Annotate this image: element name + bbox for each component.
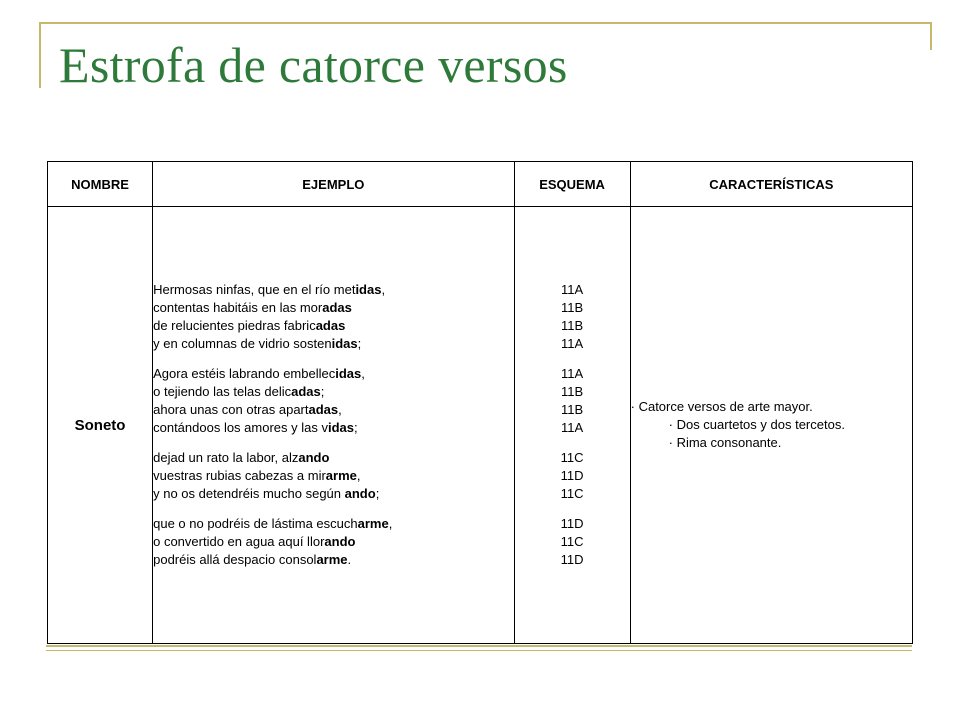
verse-rhyme: adas: [308, 402, 339, 417]
verse-text: que o no podréis de lástima escuch: [153, 516, 358, 531]
header-nombre: NOMBRE: [48, 162, 153, 207]
scheme-gap: [515, 353, 630, 365]
scheme-code: 11D: [560, 516, 584, 531]
strophe-table: [47, 161, 913, 644]
scheme-gap: [515, 503, 630, 515]
stanza: [153, 365, 513, 437]
verse-punctuation: ,: [338, 402, 342, 417]
frame-top-line: [40, 22, 932, 24]
verse-punctuation: ;: [357, 336, 362, 351]
frame-bottom-line: [46, 645, 912, 647]
verse-punctuation: ;: [354, 420, 358, 435]
scheme-code: 11D: [560, 552, 584, 567]
verse-text: ahora unas con otras apart: [153, 402, 309, 417]
scheme-code: 11C: [560, 534, 584, 549]
verse-rhyme: idas: [331, 336, 358, 351]
stanza: [153, 515, 513, 569]
table-header-row: [48, 162, 913, 207]
verse-rhyme: adas: [291, 384, 321, 399]
verse-line: [153, 485, 513, 503]
feature-line: · Rima consonante.: [668, 435, 782, 450]
scheme-code: 11C: [560, 450, 584, 465]
verse-punctuation: ;: [375, 486, 380, 501]
slide-title: Estrofa de catorce versos: [59, 37, 568, 93]
verse-rhyme: ando: [344, 486, 376, 501]
verse-line: [153, 515, 513, 533]
stanza-gap: [153, 503, 513, 515]
scheme-gap: [515, 437, 630, 449]
verse-text: y en columnas de vidrio sosten: [153, 336, 332, 351]
header-ejemplo: EJEMPLO: [153, 162, 514, 207]
frame-left-line: [39, 22, 41, 88]
verse-rhyme: idas: [335, 366, 362, 381]
header-caracteristicas: CARACTERÍSTICAS: [630, 162, 912, 207]
verse-line: [153, 383, 513, 401]
verse-text: dejad un rato la labor, alz: [153, 450, 299, 465]
poem-stanzas: [153, 281, 513, 569]
verse-rhyme: idas: [327, 420, 354, 435]
verse-text: vuestras rubias cabezas a mir: [153, 468, 326, 483]
frame-right-line: [930, 22, 932, 50]
verse-text: contándoos los amores y las v: [153, 420, 328, 435]
scheme-code: 11B: [560, 384, 584, 399]
scheme-code: 11A: [560, 366, 584, 381]
verse-punctuation: ,: [361, 366, 365, 381]
verse-line: [153, 551, 513, 569]
verse-rhyme: idas: [355, 282, 382, 297]
scheme-code: 11C: [560, 486, 584, 501]
verse-line: [153, 533, 513, 551]
stanza: [153, 281, 513, 353]
verse-text: Hermosas ninfas, que en el río met: [153, 282, 356, 297]
scheme-code: 11B: [560, 318, 584, 333]
scheme-code: 11B: [560, 402, 584, 417]
table-row-soneto: [48, 207, 913, 644]
verse-line: [153, 281, 513, 299]
verse-text: Agora estéis labrando embellec: [153, 366, 336, 381]
verse-rhyme: adas: [322, 300, 352, 315]
verse-punctuation: ,: [388, 516, 393, 531]
cell-example: [153, 207, 514, 644]
verse-line: [153, 365, 513, 383]
feature-line: · Dos cuartetos y dos tercetos.: [668, 417, 845, 432]
verse-line: [153, 401, 513, 419]
verse-punctuation: ,: [381, 282, 386, 297]
header-esquema: ESQUEMA: [514, 162, 630, 207]
verse-line: [153, 449, 513, 467]
verse-line: [153, 317, 513, 335]
scheme-code: 11A: [560, 336, 584, 351]
scheme-code: 11A: [560, 420, 584, 435]
scheme-code: 11A: [560, 282, 584, 297]
verse-line: [153, 419, 513, 437]
verse-line: [153, 335, 513, 353]
verse-text: contentas habitáis en las mor: [153, 300, 323, 315]
verse-punctuation: .: [347, 552, 352, 567]
scheme-code: 11B: [560, 300, 584, 315]
verse-line: [153, 467, 513, 485]
stanza-gap: [153, 437, 513, 449]
verse-text: podréis allá despacio consol: [153, 552, 317, 567]
rhyme-scheme: [515, 281, 630, 569]
verse-text: o convertido en agua aquí llor: [153, 534, 325, 549]
cell-name: Soneto: [48, 207, 153, 644]
verse-text: o tejiendo las telas delic: [153, 384, 292, 399]
feature-line: · Catorce versos de arte mayor.: [630, 399, 813, 414]
cell-scheme: [514, 207, 630, 644]
verse-punctuation: ,: [356, 468, 361, 483]
verse-rhyme: adas: [315, 318, 346, 333]
verse-rhyme: arme: [325, 468, 357, 483]
verse-rhyme: arme: [316, 552, 348, 567]
verse-text: de relucientes piedras fabric: [153, 318, 316, 333]
stanza-gap: [153, 353, 513, 365]
verse-punctuation: ;: [320, 384, 325, 399]
verse-rhyme: arme: [357, 516, 389, 531]
scheme-code: 11D: [560, 468, 584, 483]
verse-text: y no os detendréis mucho según: [153, 486, 345, 501]
verse-line: [153, 299, 513, 317]
frame-bottom-line-thin: [46, 650, 912, 651]
stanza: [153, 449, 513, 503]
verse-rhyme: ando: [298, 450, 330, 465]
verse-rhyme: ando: [324, 534, 356, 549]
cell-features: [630, 207, 912, 644]
